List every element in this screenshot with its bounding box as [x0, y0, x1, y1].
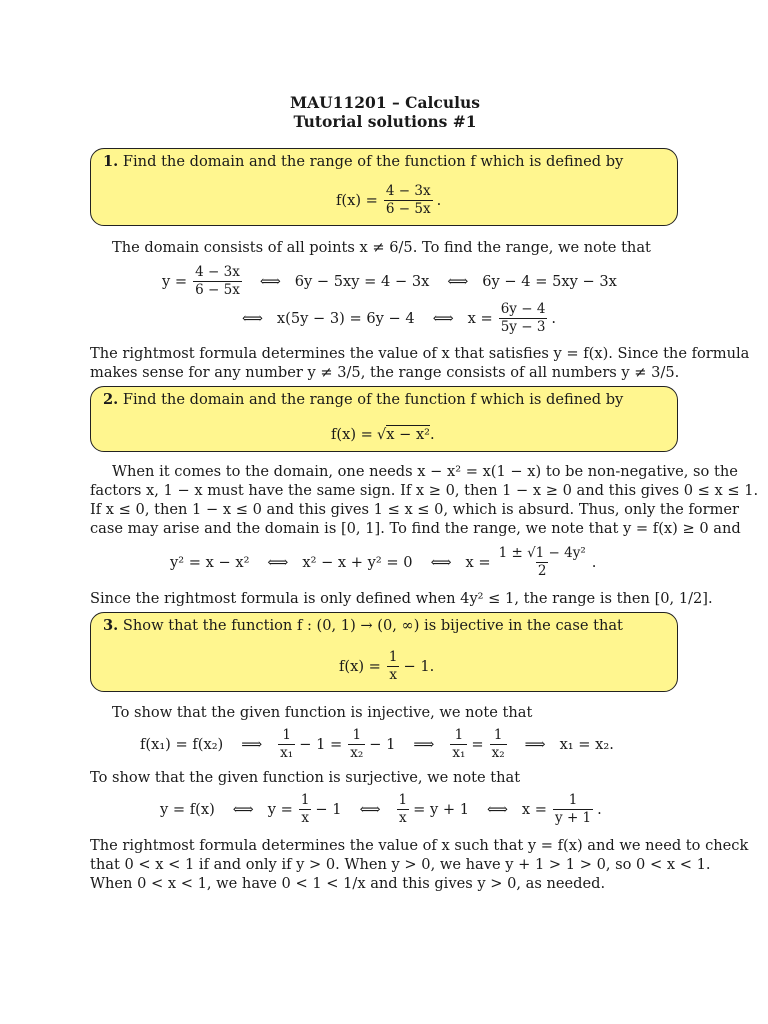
fraction-numerator: 4 − 3x	[195, 264, 240, 280]
equation-middle: 6y − 5xy = 4 − 3x	[294, 273, 430, 290]
problem-1-lhs: f(x) =	[336, 192, 378, 209]
solution-2-line-1: When it comes to the domain, one needs x − x² = x(1 − x) to be non-negative, so the	[112, 463, 738, 480]
iff-symbol: ⟺	[430, 554, 452, 571]
iff-symbol: ⟺	[259, 273, 281, 290]
equation-fraction	[278, 727, 295, 762]
problem-1-statement: Find the domain and the range of the function f which is defined by	[122, 153, 624, 170]
solution-2-line-4: case may arise and the domain is [0, 1]. To find the range, we note that y = f(x) ≥ 0 and	[90, 520, 741, 537]
equals-sign: =	[471, 736, 484, 753]
fraction-numerator: 1	[568, 792, 578, 808]
iff-symbol: ⟺	[232, 801, 254, 818]
fraction-denominator: x	[398, 810, 407, 826]
fraction-numerator: 1	[398, 792, 408, 808]
problem-3-fraction	[387, 649, 400, 684]
formula-period: .	[436, 192, 442, 209]
equation-fraction	[499, 301, 548, 336]
solution-3-line-3: When 0 < x < 1, we have 0 < 1 < 1/x and this gives y > 0, as needed.	[90, 875, 606, 892]
problem-2-formula	[331, 425, 439, 443]
solution-3-injective-intro: To show that the given function is injective, we note that	[112, 704, 533, 721]
equation-fraction	[348, 727, 365, 762]
problem-3-formula	[339, 649, 438, 684]
equation-right: x₁ = x₂.	[559, 736, 614, 753]
fraction-denominator: 6 − 5x	[195, 282, 240, 298]
solution-1-equation-2	[242, 301, 560, 336]
solution-1-conclusion-line-2: makes sense for any number y ≠ 3/5, the range consists of all numbers y ≠ 3/5.	[90, 364, 680, 381]
equation-text: − 1	[315, 801, 342, 818]
fraction-denominator: 5y − 3	[500, 319, 546, 335]
fraction-numerator: 1	[388, 649, 398, 665]
fraction-numerator: 4 − 3x	[385, 183, 431, 199]
solution-3-surjective-intro: To show that the given function is surjective, we note that	[90, 769, 521, 786]
iff-symbol: ⟺	[359, 801, 381, 818]
problem-1-statement-line	[103, 153, 623, 170]
equation-text: − 1	[369, 736, 396, 753]
fraction-denominator: 2	[537, 563, 547, 579]
iff-symbol: ⟺	[487, 801, 508, 818]
solution-3-injective-equation	[140, 727, 618, 762]
problem-1-fraction	[384, 183, 433, 218]
radical-sign: √	[376, 425, 387, 443]
equation-text: y =	[267, 801, 293, 818]
fraction-numerator: 1	[300, 792, 310, 808]
formula-tail: − 1.	[403, 658, 435, 675]
iff-symbol: ⟺	[267, 554, 289, 571]
equation-fraction	[553, 792, 593, 827]
problem-2-number: 2.	[103, 391, 119, 408]
solution-2-line-3: If x ≤ 0, then 1 − x ≤ 0 and this gives 1 ≤ x ≤ 0, which is absurd. Thus, only the former	[90, 501, 740, 518]
solution-1-intro: The domain consists of all points x ≠ 6/5. To find the range, we note that	[112, 239, 651, 256]
solution-3-line-2: that 0 < x < 1 if and only if y > 0. When y > 0, we have y + 1 > 1 > 0, so 0 < x < 1.	[90, 856, 711, 873]
fraction-numerator: 1	[282, 727, 291, 743]
equation-left: y = f(x)	[160, 801, 215, 818]
equation-fraction	[397, 792, 410, 827]
problem-3-statement: Show that the function f : (0, 1) → (0, ∞) is bijective in the case that	[122, 617, 623, 634]
solution-2-conclusion: Since the rightmost formula is only defined when 4y² ≤ 1, the range is then [0, 1/2].	[90, 590, 713, 607]
equation-middle: x² − x + y² = 0	[302, 554, 413, 571]
fraction-numerator: 6y − 4	[500, 301, 546, 317]
solution-2-line-2: factors x, 1 − x must have the same sign. If x ≥ 0, then 1 − x ≥ 0 and this gives 0 ≤ x ≤ 1.	[90, 482, 759, 499]
fraction-denominator: x₂	[350, 745, 364, 761]
equation-text: − 1 =	[299, 736, 343, 753]
solution-1-equation-1	[162, 264, 621, 299]
equation-fraction	[193, 264, 242, 299]
problem-1-formula	[336, 183, 445, 218]
equation-x: x =	[465, 554, 491, 571]
equation-fraction	[490, 727, 507, 762]
fraction-numerator: 1	[493, 727, 503, 743]
fraction-numerator: 1	[352, 727, 362, 743]
equation-left: f(x₁) = f(x₂)	[140, 736, 224, 753]
equation-lhs: y =	[162, 273, 188, 290]
problem-1-number: 1.	[103, 153, 119, 170]
fraction-denominator: x	[389, 667, 397, 683]
iff-symbol: ⟺	[242, 310, 263, 327]
fraction-denominator: x₂	[491, 745, 505, 761]
problem-3-box	[90, 612, 678, 692]
fraction-denominator: x₁	[280, 745, 294, 761]
equation-period: .	[597, 801, 602, 818]
implies-symbol: ⟹	[524, 736, 546, 753]
equation-middle: x(5y − 3) = 6y − 4	[276, 310, 415, 327]
fraction-denominator: x	[301, 810, 309, 826]
equation-x: x =	[467, 310, 493, 327]
fraction-numerator: 1	[454, 727, 464, 743]
implies-symbol: ⟹	[241, 736, 263, 753]
equation-left: y² = x − x²	[170, 554, 250, 571]
course-title: MAU11201 – Calculus	[289, 93, 481, 112]
solution-2-equation	[170, 545, 600, 580]
fraction-denominator: y + 1	[555, 810, 592, 826]
equation-fraction	[450, 727, 467, 762]
problem-2-statement: Find the domain and the range of the function f which is defined by	[122, 391, 624, 408]
problem-1-box	[90, 148, 678, 226]
equation-right: 6y − 4 = 5xy − 3x	[482, 273, 617, 290]
fraction-numerator: 1 ± √1 − 4y²	[498, 545, 586, 561]
document-page	[90, 0, 759, 1024]
problem-3-lhs: f(x) =	[339, 658, 381, 675]
solution-3-line-1: The rightmost formula determines the value of x such that y = f(x) and we need to check	[90, 837, 749, 854]
problem-2-box	[90, 386, 678, 452]
fraction-denominator: x₁	[452, 745, 466, 761]
problem-3-number: 3.	[103, 617, 119, 634]
iff-symbol: ⟺	[447, 273, 469, 290]
document-subtitle: Tutorial solutions #1	[293, 112, 477, 131]
problem-2-lhs: f(x) =	[331, 425, 373, 443]
equation-fraction	[497, 545, 588, 580]
equation-text: = y + 1	[413, 801, 469, 818]
equation-x: x =	[521, 801, 548, 818]
problem-2-statement-line	[103, 391, 623, 408]
equation-period: .	[591, 554, 597, 571]
solution-3-surjective-equation	[160, 792, 606, 827]
radicand: x − x²	[386, 426, 431, 443]
implies-symbol: ⟹	[413, 736, 435, 753]
equation-period: .	[551, 310, 557, 327]
fraction-denominator: 6 − 5x	[385, 201, 431, 217]
problem-3-statement-line	[103, 617, 623, 634]
iff-symbol: ⟺	[432, 310, 454, 327]
solution-1-conclusion-line-1: The rightmost formula determines the value of x that satisfies y = f(x). Since the formula	[90, 345, 750, 362]
formula-period: .	[430, 425, 435, 443]
equation-fraction	[299, 792, 312, 827]
